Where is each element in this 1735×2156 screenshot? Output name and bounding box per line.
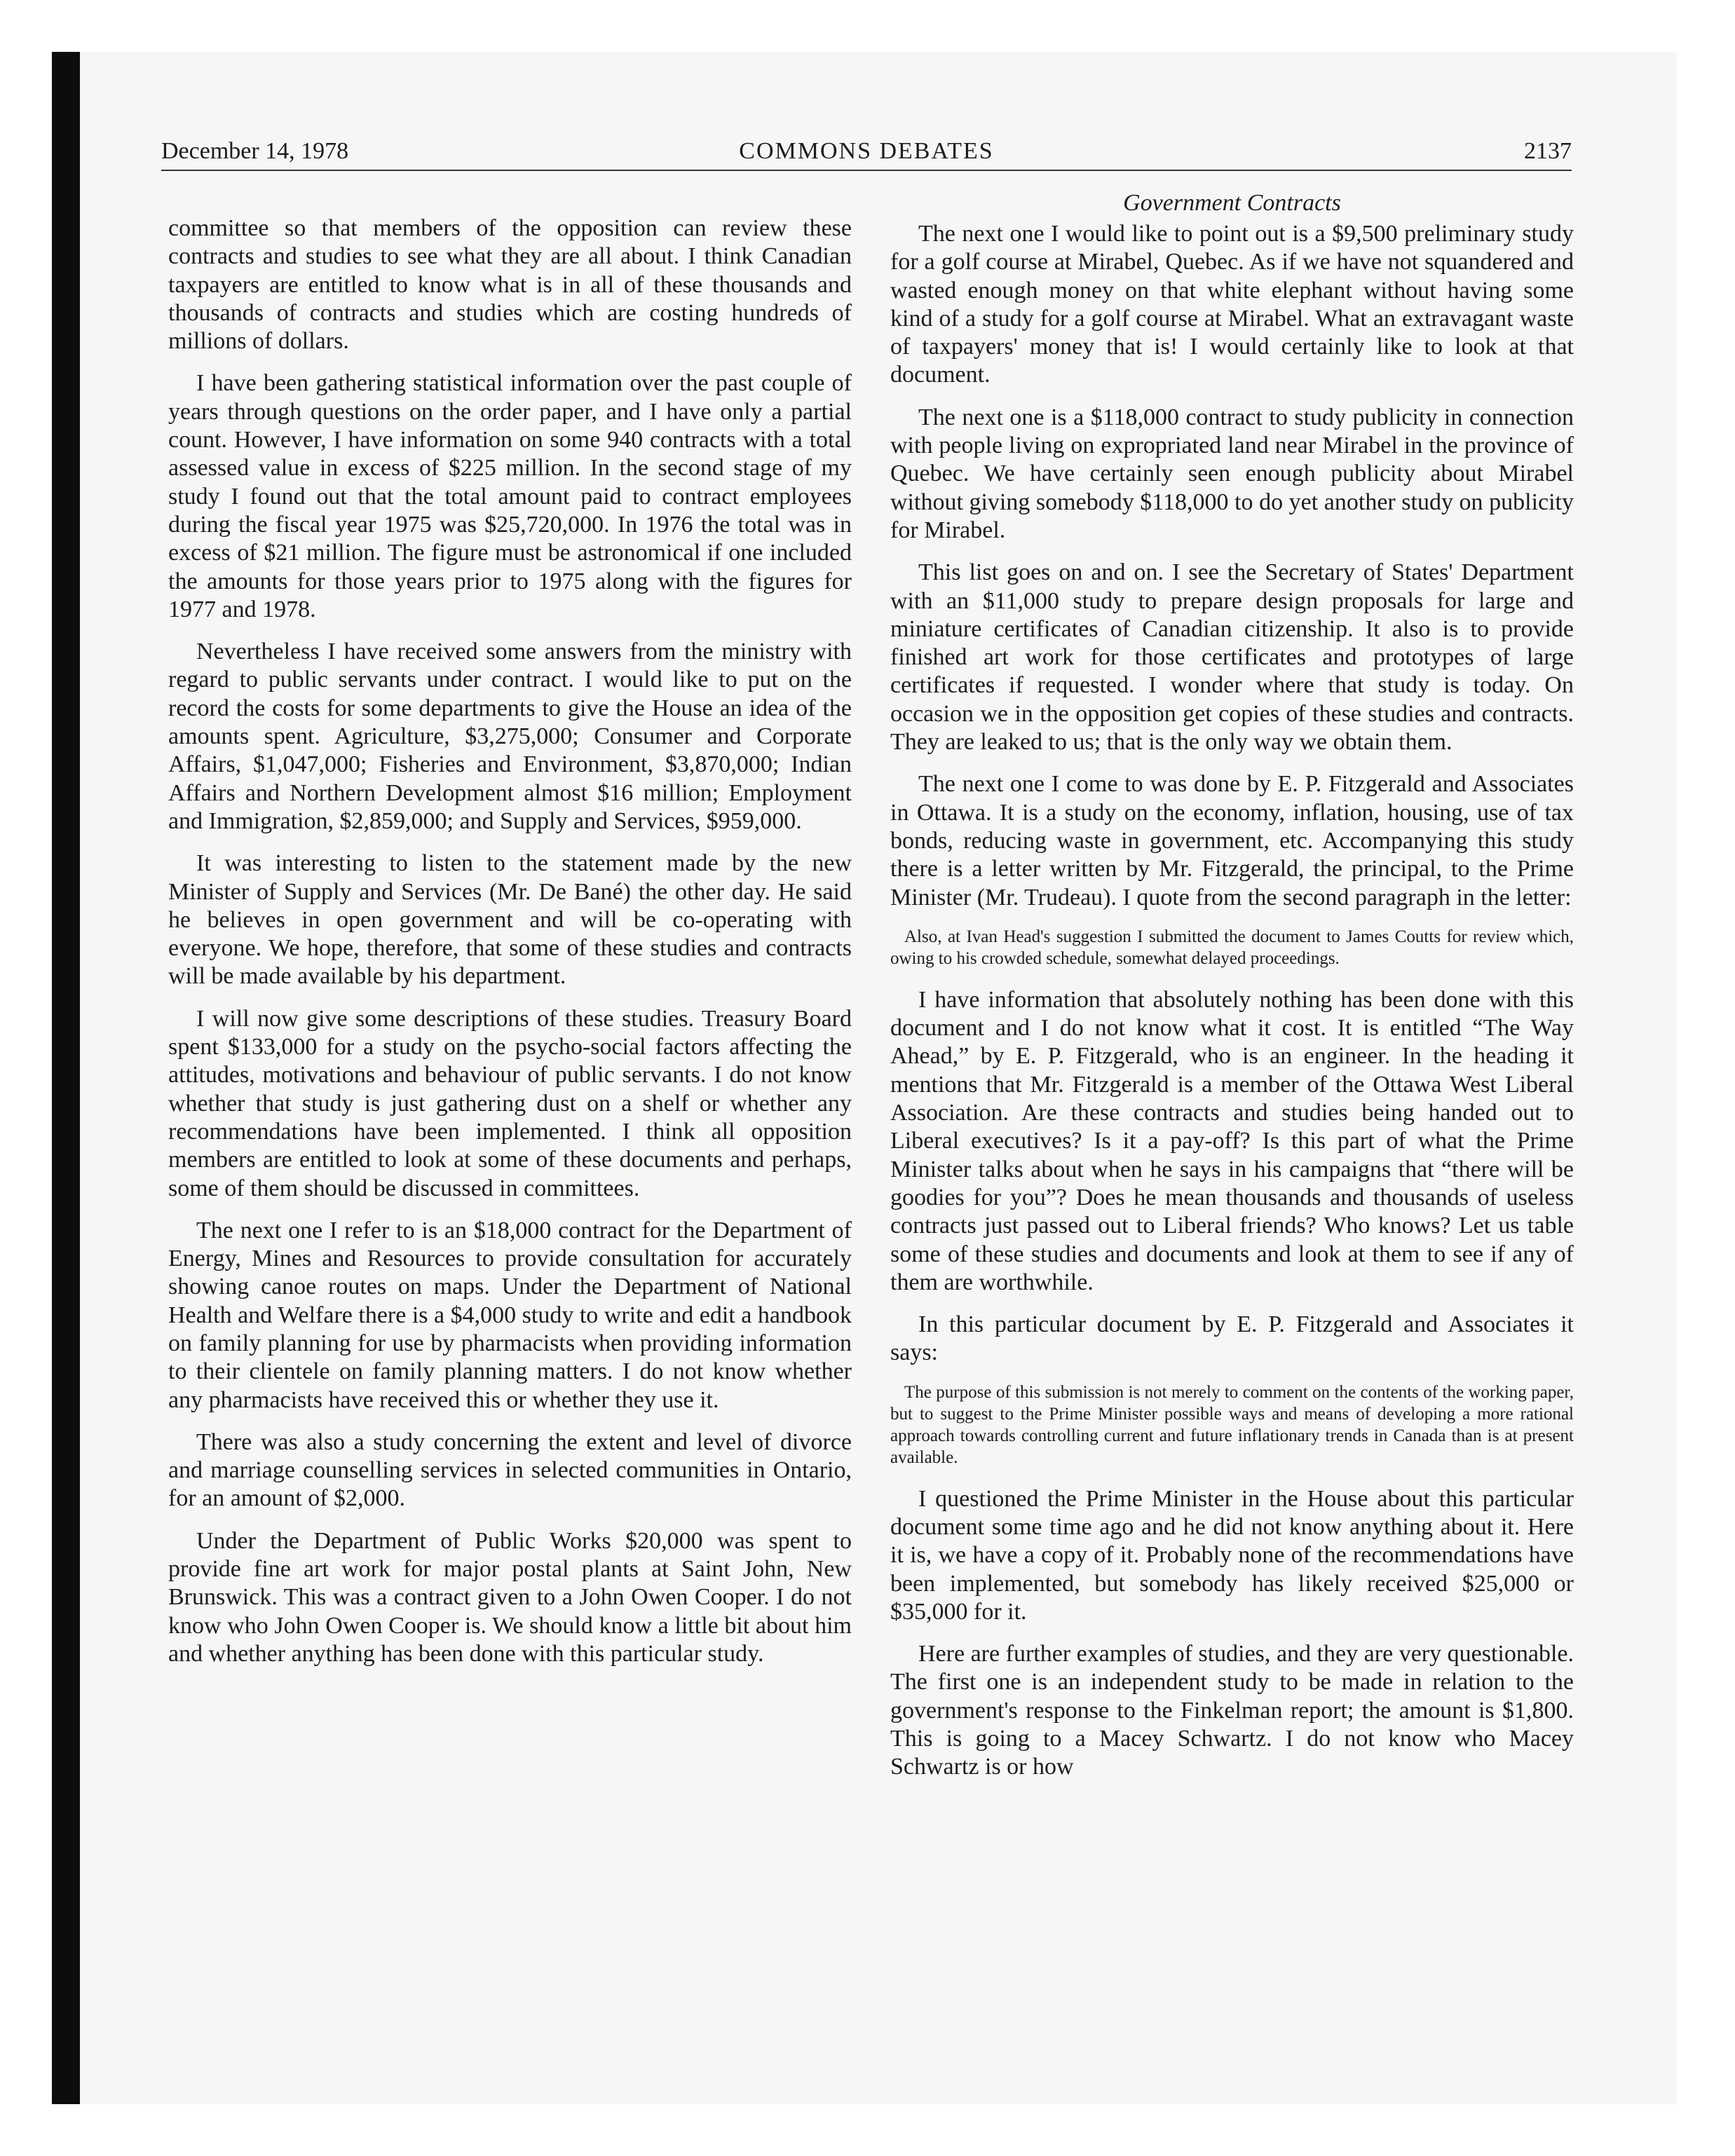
paragraph: I have information that absolutely nothing has been done with this document and I do not know what it cost. It is entitled “The Way Ahead,” by E. P. Fitzgerald, who is an engineer. In the heading it mentions that Mr. Fitzgerald is a member of the Ottawa West Liberal Association. Are these contracts and studies being handed out to Liberal executives? Is it a pay-off? Is this part of what the Prime Minister talks about when he says in his campaigns that “there will be goodies for you”? Does he mean thousands and thousands of useless contracts just passed out to Liberal friends? Who knows? Let us table some of these studies and documents and look at them to see if any of them are worthwhile. (890, 986, 1574, 1295)
header-page-number: 2137 (1524, 138, 1572, 164)
paragraph: I questioned the Prime Minister in the House about this particular document some time ago and he did not know anything about it. Here it is, we have a copy of it. Probably none of the recommendations have been implemented, but somebody has likely received $25,000 or $35,000 for it. (890, 1485, 1574, 1625)
block-quote: Also, at Ivan Head's suggestion I submitted the document to James Coutts for review which, owing to his crowded schedule, somewhat delayed proceedings. (890, 927, 1574, 968)
paragraph: The next one I would like to point out is a $9,500 preliminary study for a golf course at Mirabel, Quebec. As if we have not squandered and wasted enough money on that white elephant without having some kind of a study for a golf course at Mirabel. What an extravagant waste of taxpayers' money that is! I would certainly like to look at that document. (890, 221, 1574, 388)
paragraph: Here are further examples of studies, and they are very questionable. The first one is an independent study to be made in relation to the government's response to the Finkelman report; the amount is $1,800. This is going to a Macey Schwartz. I do not know who Macey Schwartz is or how (890, 1641, 1574, 1780)
document-page (52, 52, 1677, 2104)
paragraph: The next one I come to was done by E. P. Fitzgerald and Associates in Ottawa. It is a study on the economy, inflation, housing, use of tax bonds, reducing waste in government, etc. Accompanying this study there is a letter written by Mr. Fitzgerald, the principal, to the Prime Minister (Mr. Trudeau). I quote from the second paragraph in the letter: (890, 771, 1574, 910)
paragraph: Nevertheless I have received some answers from the ministry with regard to public servants under contract. I would like to put on the record the costs for some departments to give the House an idea of the amounts spent. Agriculture, $3,275,000; Consumer and Corporate Affairs, $1,047,000; Fisheries and Environment, $3,870,000; Indian Affairs and Northern Development almost $16 million; Employment and Immigration, $2,859,000; and Supply and Services, $959,000. (168, 639, 852, 834)
binding-shadow (52, 52, 80, 2104)
right-column (890, 189, 1574, 1796)
paragraph: There was also a study concerning the extent and level of divorce and marriage counselling services in selected communities in Ontario, for an amount of $2,000. (168, 1428, 852, 1512)
running-header (161, 136, 1572, 171)
paragraph: This list goes on and on. I see the Secretary of States' Department with an $11,000 study to prepare design proposals for large and miniature certificates of Canadian citizenship. It also is to provide finished art work for those certificates and prototypes of large certificates if requested. I wonder where that study is today. On occasion we in the opposition get copies of these studies and contracts. They are leaked to us; that is the only way we obtain them. (890, 559, 1574, 756)
paragraph: I have been gathering statistical information over the past couple of years through questions on the order paper, and I have only a partial count. However, I have information on some 940 contracts with a total assessed value in excess of $225 million. In the second stage of my study I found out that the total amount paid to contract employees during the fiscal year 1975 was $25,720,000. In 1976 the total was in excess of $21 million. The figure must be astronomical if one included the amounts for those years prior to 1975 along with the figures for 1977 and 1978. (168, 370, 852, 622)
paragraph: In this particular document by E. P. Fitzgerald and Associates it says: (890, 1311, 1574, 1366)
header-publication-title: COMMONS DEBATES (739, 138, 994, 164)
paragraph: I will now give some descriptions of these studies. Treasury Board spent $133,000 for a study on the psycho-social factors affecting the attitudes, motivations and behaviour of public servants. I do not know whether that study is just gathering dust on a shelf or whether any recommendations have been implemented. I think all opposition members are entitled to look at some of these documents and perhaps, some of them should be discussed in committees. (168, 1005, 852, 1201)
paragraph: The next one I refer to is an $18,000 contract for the Department of Energy, Mines and Resources to provide consultation for accurately showing canoe routes on maps. Under the Department of National Health and Welfare there is a $4,000 study to write and edit a handbook on family planning for use by pharmacists when providing information to their clientele on family planning matters. I do not know whether any pharmacists have received this or whether they use it. (168, 1217, 852, 1413)
paragraph: Under the Department of Public Works $20,000 was spent to provide fine art work for major postal plants at Saint John, New Brunswick. This was a contract given to a John Owen Cooper. I do not know who John Owen Cooper is. We should know a little bit about him and whether anything has been done with this particular study. (168, 1527, 852, 1667)
header-date: December 14, 1978 (161, 138, 349, 164)
block-quote: The purpose of this submission is not merely to comment on the contents of the working paper, but to suggest to the Prime Minister possible ways and means of developing a more rational approach towards controlling current and future inflationary trends in Canada than is at present available. (890, 1382, 1574, 1467)
paragraph: It was interesting to listen to the statement made by the new Minister of Supply and Services (Mr. De Bané) the other day. He said he believes in open government and will be co-operating with everyone. We hope, therefore, that some of these studies and contracts will be made available by his department. (168, 850, 852, 990)
left-column (168, 214, 852, 1682)
paragraph: The next one is a $118,000 contract to study publicity in connection with people living on expropriated land near Mirabel in the province of Quebec. We have certainly seen enough publicity about Mirabel without giving somebody $118,000 to do yet another study on publicity for Mirabel. (890, 404, 1574, 543)
paragraph: committee so that members of the opposition can review these contracts and studies to see what they are all about. I think Canadian taxpayers are entitled to know what is in all of these thousands and thousands of contracts and studies which are costing hundreds of millions of dollars. (168, 215, 852, 355)
section-heading: Government Contracts (1123, 190, 1341, 216)
